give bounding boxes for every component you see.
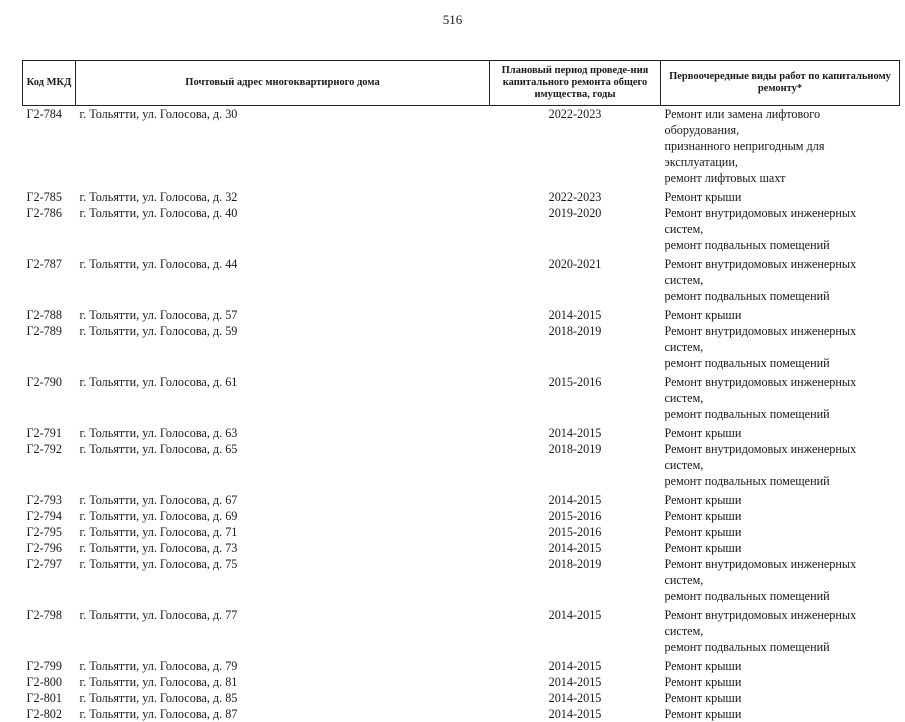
- table-header-row: [23, 61, 900, 106]
- row-works: [661, 556, 900, 604]
- row-code: Г2-791: [23, 425, 76, 441]
- row-address: г. Тольятти, ул. Голосова, д. 40: [76, 205, 490, 253]
- row-code: Г2-784: [23, 106, 76, 187]
- row-works: [661, 323, 900, 371]
- table-row: [23, 307, 900, 323]
- row-period: 2015-2016: [490, 374, 661, 422]
- table-row: [23, 106, 900, 187]
- row-works-line: Ремонт внутридомовых инженерных систем,: [665, 441, 897, 473]
- row-period: 2022-2023: [490, 189, 661, 205]
- table-row: [23, 425, 900, 441]
- row-period: 2015-2016: [490, 508, 661, 524]
- table-row: [23, 690, 900, 706]
- row-works: [661, 441, 900, 489]
- row-works-line: Ремонт крыши: [665, 690, 897, 706]
- row-works-line: Ремонт крыши: [665, 425, 897, 441]
- row-period: 2014-2015: [490, 492, 661, 508]
- row-works-line: Ремонт крыши: [665, 524, 897, 540]
- row-works-line: Ремонт крыши: [665, 492, 897, 508]
- row-period: 2018-2019: [490, 556, 661, 604]
- row-works: [661, 524, 900, 540]
- table-row: [23, 205, 900, 253]
- table-row: [23, 674, 900, 690]
- row-address: г. Тольятти, ул. Голосова, д. 75: [76, 556, 490, 604]
- row-works: [661, 106, 900, 187]
- row-works: [661, 256, 900, 304]
- row-works: [661, 374, 900, 422]
- row-works: [661, 706, 900, 722]
- row-code: Г2-786: [23, 205, 76, 253]
- row-period: 2014-2015: [490, 690, 661, 706]
- row-address: г. Тольятти, ул. Голосова, д. 63: [76, 425, 490, 441]
- row-works-line: ремонт подвальных помещений: [665, 237, 897, 253]
- table-row: [23, 256, 900, 304]
- row-period: 2019-2020: [490, 205, 661, 253]
- row-works-line: ремонт подвальных помещений: [665, 588, 897, 604]
- row-address: г. Тольятти, ул. Голосова, д. 79: [76, 658, 490, 674]
- row-works: [661, 508, 900, 524]
- row-works: [661, 189, 900, 205]
- row-period: 2018-2019: [490, 441, 661, 489]
- header-works: Первоочередные виды работ по капитальному ремонту*: [661, 61, 900, 106]
- row-works-line: ремонт подвальных помещений: [665, 639, 897, 655]
- row-works-line: Ремонт крыши: [665, 540, 897, 556]
- row-works-line: Ремонт крыши: [665, 189, 897, 205]
- row-period: 2014-2015: [490, 607, 661, 655]
- row-code: Г2-787: [23, 256, 76, 304]
- table-row: [23, 524, 900, 540]
- header-address: Почтовый адрес многоквартирного дома: [76, 61, 490, 106]
- row-works: [661, 607, 900, 655]
- row-address: г. Тольятти, ул. Голосова, д. 87: [76, 706, 490, 722]
- row-address: г. Тольятти, ул. Голосова, д. 77: [76, 607, 490, 655]
- row-address: г. Тольятти, ул. Голосова, д. 65: [76, 441, 490, 489]
- row-period: 2020-2021: [490, 256, 661, 304]
- row-works-line: ремонт подвальных помещений: [665, 288, 897, 304]
- row-works-line: Ремонт крыши: [665, 674, 897, 690]
- row-works-line: ремонт подвальных помещений: [665, 406, 897, 422]
- row-period: 2014-2015: [490, 425, 661, 441]
- row-code: Г2-798: [23, 607, 76, 655]
- row-works: [661, 540, 900, 556]
- header-code: Код МКД: [23, 61, 76, 106]
- row-period: 2014-2015: [490, 540, 661, 556]
- table-body: [23, 106, 900, 722]
- row-code: Г2-792: [23, 441, 76, 489]
- page-number: 516: [0, 12, 905, 28]
- row-address: г. Тольятти, ул. Голосова, д. 67: [76, 492, 490, 508]
- row-works-line: Ремонт внутридомовых инженерных систем,: [665, 556, 897, 588]
- row-code: Г2-802: [23, 706, 76, 722]
- table-row: [23, 508, 900, 524]
- row-code: Г2-799: [23, 658, 76, 674]
- table-row: [23, 658, 900, 674]
- table-row: [23, 607, 900, 655]
- row-works-line: Ремонт внутридомовых инженерных систем,: [665, 256, 897, 288]
- row-address: г. Тольятти, ул. Голосова, д. 32: [76, 189, 490, 205]
- row-works-line: признанного непригодным для эксплуатации,: [665, 138, 897, 170]
- row-code: Г2-788: [23, 307, 76, 323]
- row-code: Г2-801: [23, 690, 76, 706]
- row-address: г. Тольятти, ул. Голосова, д. 85: [76, 690, 490, 706]
- row-address: г. Тольятти, ул. Голосова, д. 59: [76, 323, 490, 371]
- row-works-line: Ремонт крыши: [665, 307, 897, 323]
- table-row: [23, 556, 900, 604]
- row-works-line: Ремонт или замена лифтового оборудования,: [665, 106, 897, 138]
- table-row: [23, 374, 900, 422]
- repair-schedule-table: [22, 60, 900, 722]
- row-works-line: Ремонт крыши: [665, 706, 897, 722]
- row-code: Г2-794: [23, 508, 76, 524]
- row-works: [661, 492, 900, 508]
- table-row: [23, 323, 900, 371]
- row-works: [661, 674, 900, 690]
- row-works: [661, 690, 900, 706]
- row-works-line: Ремонт крыши: [665, 658, 897, 674]
- row-works-line: Ремонт крыши: [665, 508, 897, 524]
- row-address: г. Тольятти, ул. Голосова, д. 61: [76, 374, 490, 422]
- table-row: [23, 540, 900, 556]
- row-works-line: Ремонт внутридомовых инженерных систем,: [665, 374, 897, 406]
- row-address: г. Тольятти, ул. Голосова, д. 30: [76, 106, 490, 187]
- row-period: 2022-2023: [490, 106, 661, 187]
- row-works: [661, 307, 900, 323]
- row-works: [661, 658, 900, 674]
- row-code: Г2-789: [23, 323, 76, 371]
- row-works: [661, 205, 900, 253]
- row-code: Г2-790: [23, 374, 76, 422]
- row-address: г. Тольятти, ул. Голосова, д. 71: [76, 524, 490, 540]
- row-works: [661, 425, 900, 441]
- row-code: Г2-795: [23, 524, 76, 540]
- row-works-line: ремонт лифтовых шахт: [665, 170, 897, 186]
- header-period: Плановый период проведе-ния капитального ремонта общего имущества, годы: [490, 61, 661, 106]
- table-row: [23, 492, 900, 508]
- row-address: г. Тольятти, ул. Голосова, д. 57: [76, 307, 490, 323]
- row-works-line: Ремонт внутридомовых инженерных систем,: [665, 323, 897, 355]
- row-address: г. Тольятти, ул. Голосова, д. 73: [76, 540, 490, 556]
- row-period: 2015-2016: [490, 524, 661, 540]
- row-works-line: Ремонт внутридомовых инженерных систем,: [665, 607, 897, 639]
- row-period: 2014-2015: [490, 307, 661, 323]
- row-address: г. Тольятти, ул. Голосова, д. 44: [76, 256, 490, 304]
- row-code: Г2-800: [23, 674, 76, 690]
- row-period: 2018-2019: [490, 323, 661, 371]
- row-works-line: ремонт подвальных помещений: [665, 355, 897, 371]
- row-code: Г2-796: [23, 540, 76, 556]
- row-address: г. Тольятти, ул. Голосова, д. 69: [76, 508, 490, 524]
- row-works-line: ремонт подвальных помещений: [665, 473, 897, 489]
- row-code: Г2-793: [23, 492, 76, 508]
- table-row: [23, 441, 900, 489]
- row-code: Г2-797: [23, 556, 76, 604]
- table-row: [23, 189, 900, 205]
- row-works-line: Ремонт внутридомовых инженерных систем,: [665, 205, 897, 237]
- row-period: 2014-2015: [490, 674, 661, 690]
- row-code: Г2-785: [23, 189, 76, 205]
- row-period: 2014-2015: [490, 706, 661, 722]
- row-period: 2014-2015: [490, 658, 661, 674]
- table-row: [23, 706, 900, 722]
- row-address: г. Тольятти, ул. Голосова, д. 81: [76, 674, 490, 690]
